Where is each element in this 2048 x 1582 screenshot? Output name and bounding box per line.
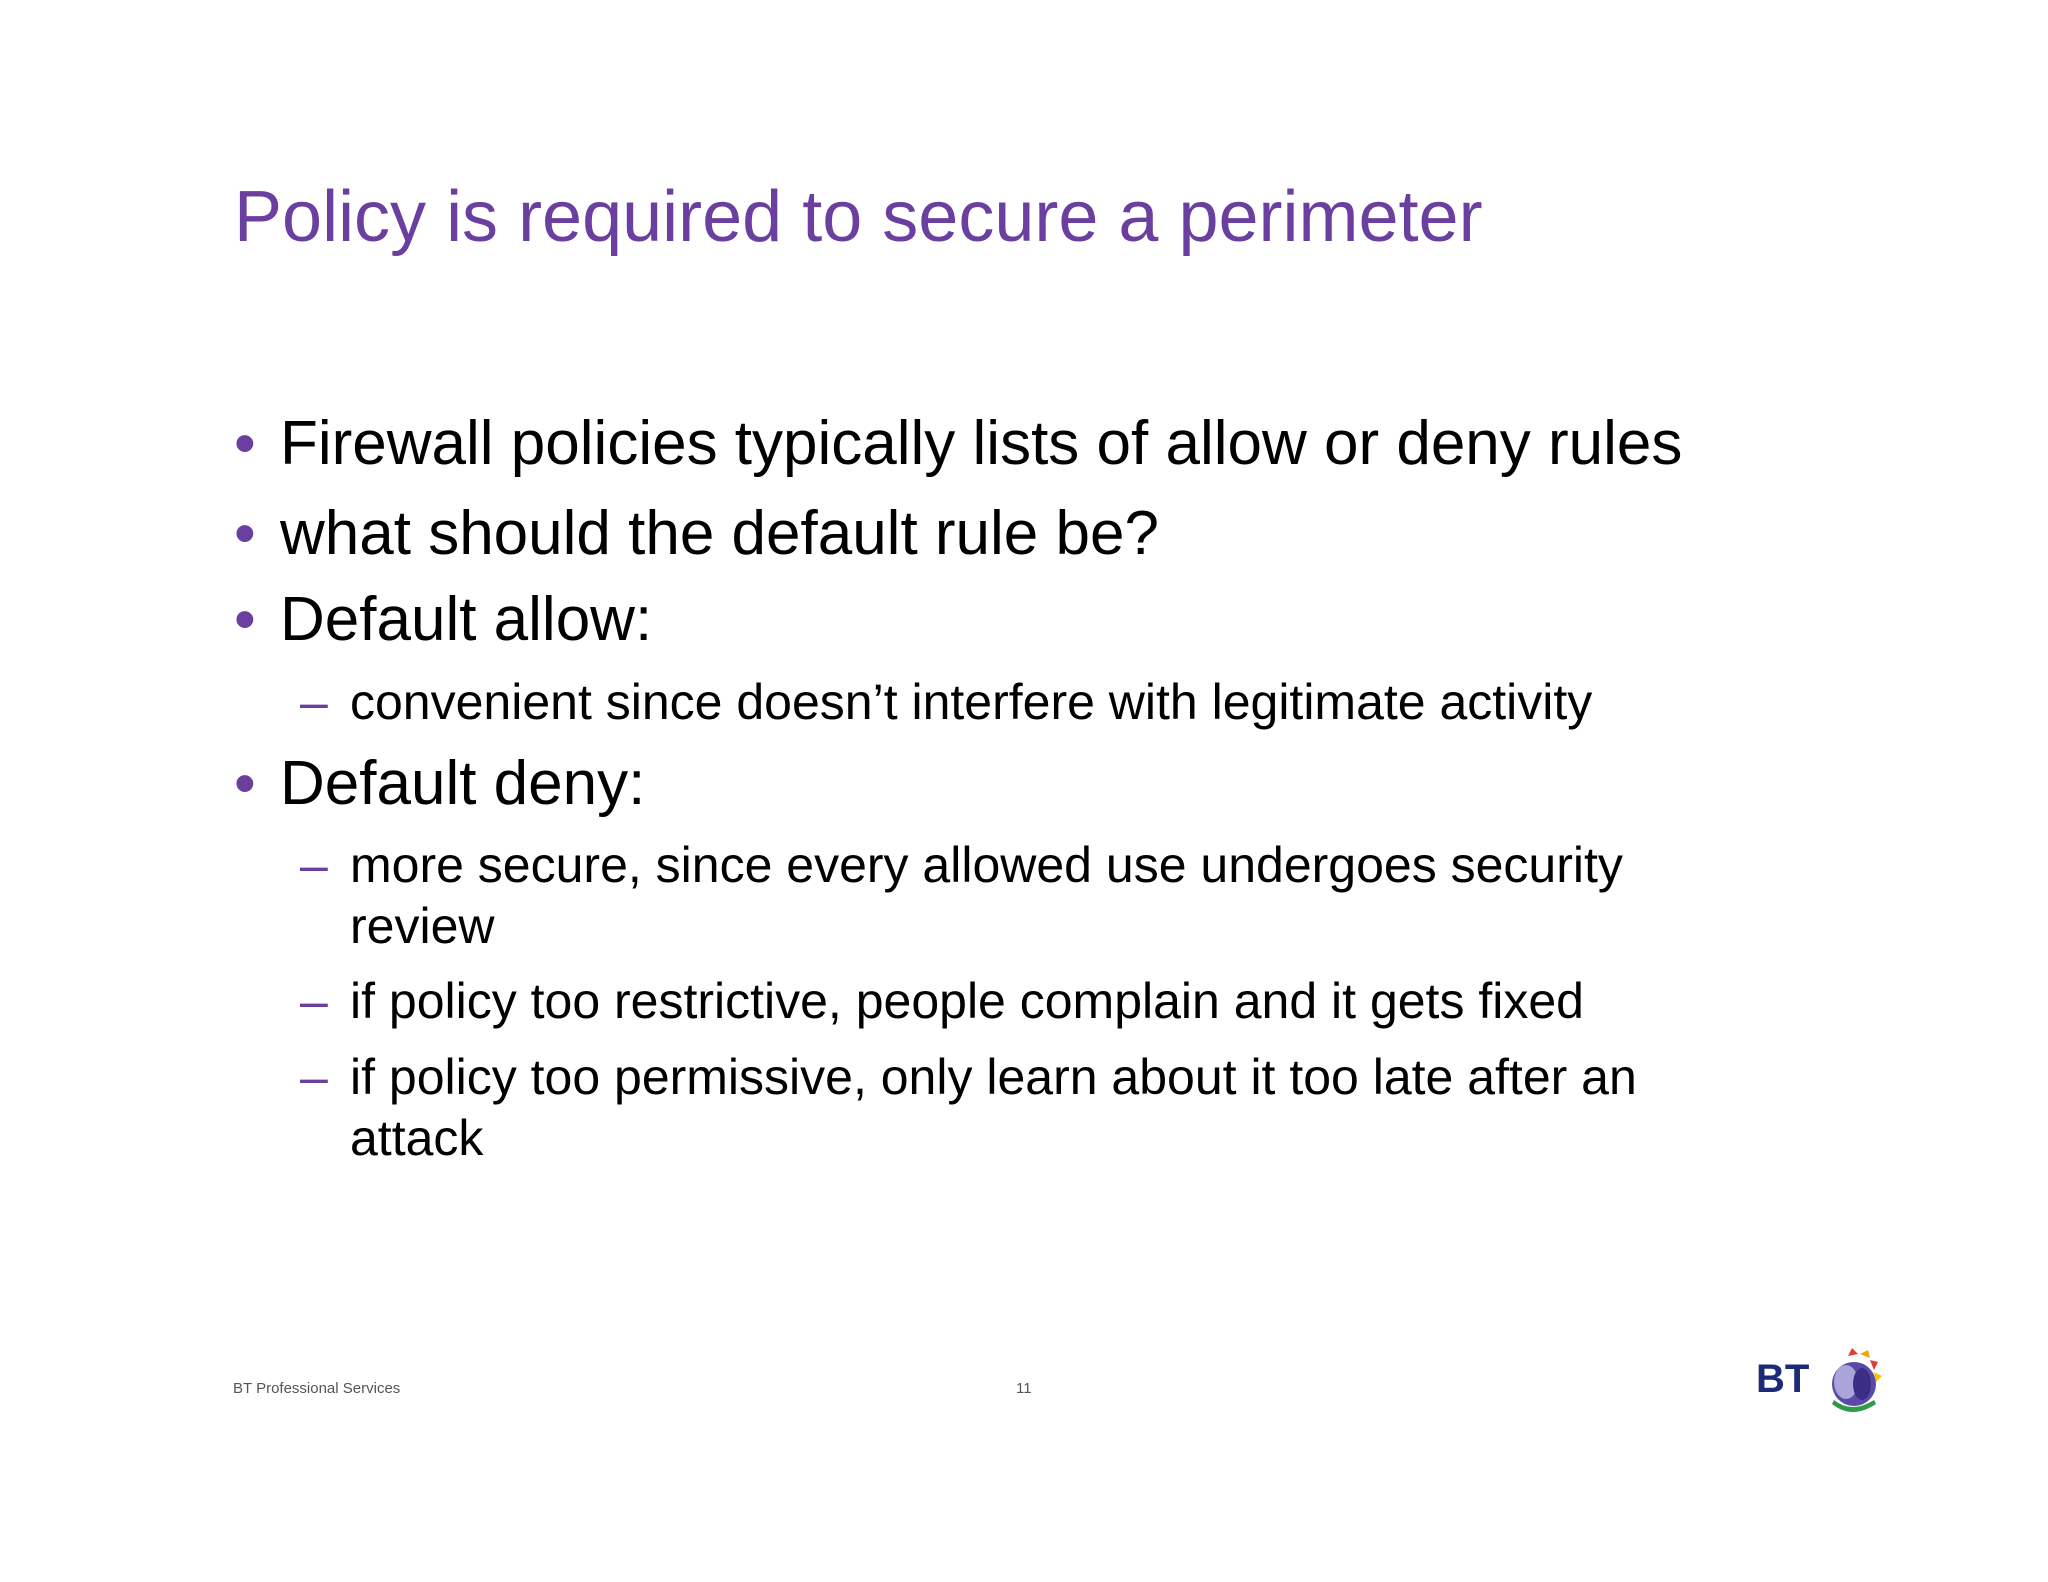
bullet-marker: • [234,499,256,568]
dash-marker: – [300,1049,328,1105]
dash-marker: – [300,973,328,1029]
bullet-text: Firewall policies typically lists of allow or deny rules [280,409,1683,478]
sub-bullet-text: if policy too restrictive, people complain and it gets fixed [350,973,1584,1029]
sub-bullet-text: convenient since doesn’t interfere with legitimate activity [350,674,1593,730]
bt-logo-text: BT [1756,1357,1810,1401]
sub-bullet-text-line2: review [350,898,495,954]
bt-logo [1752,1344,1892,1414]
dash-marker: – [300,674,328,730]
page-number: 11 [1016,1380,1032,1397]
bullet-text: Default allow: [280,585,653,654]
sub-bullet-text-line1: if policy too permissive, only learn about it too late after an [350,1049,1637,1105]
bullet-marker: • [234,585,256,654]
bullet-marker: • [234,409,256,478]
sub-bullet-text-line2: attack [350,1110,484,1166]
bt-logo-graphic [1752,1344,1892,1414]
dash-marker: – [300,837,328,893]
slide-title: Policy is required to secure a perimeter [234,177,1483,257]
bullet-marker: • [234,749,256,818]
sub-bullet-text-line1: more secure, since every allowed use undergoes security [350,837,1623,893]
footer-organization: BT Professional Services [233,1380,401,1397]
bt-piper-globe-icon [1832,1348,1882,1412]
bullet-text: Default deny: [280,749,646,818]
bullet-text: what should the default rule be? [280,499,1159,568]
